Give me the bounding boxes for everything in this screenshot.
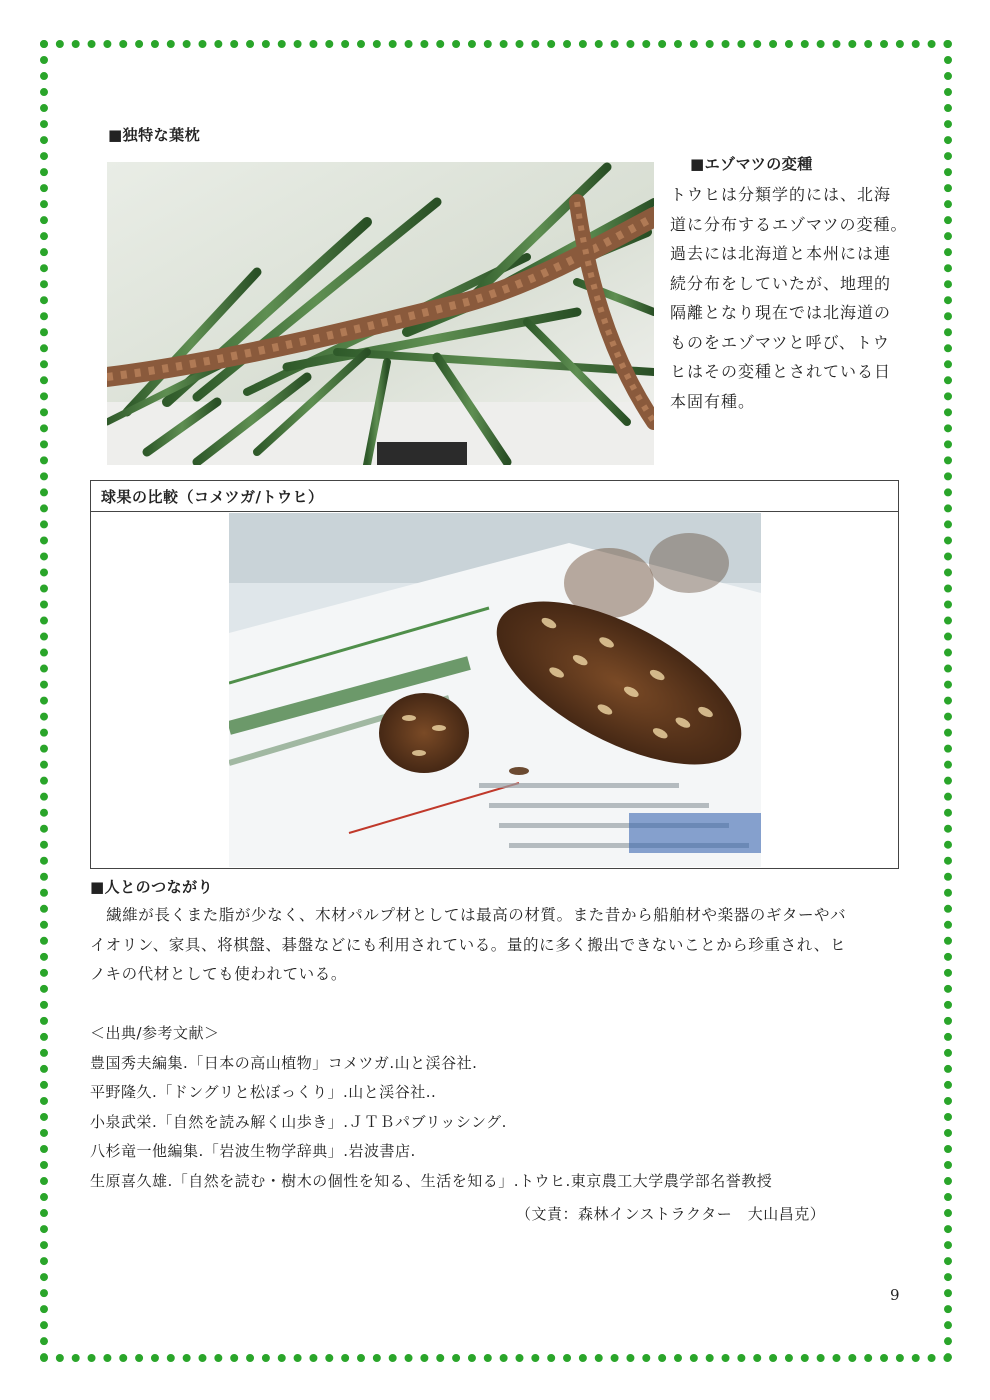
text-line: 隔離となり現在では北海道の bbox=[670, 303, 892, 322]
text-line: ヒはその変種とされている日 bbox=[670, 362, 892, 381]
reference-item: 生原喜久雄.「自然を読む・樹木の個性を知る、生活を知る」.トウヒ.東京農工大学農学部名誉教授 bbox=[90, 1171, 773, 1190]
text-line: 道に分布するエゾマツの変種。 bbox=[670, 214, 908, 234]
references-section bbox=[90, 1019, 772, 1196]
reference-item: 八杉竜一他編集.「岩波生物学辞典」.岩波書店. bbox=[90, 1142, 416, 1160]
text-line: トウヒは分類学的には、北海 bbox=[670, 185, 892, 204]
human-connection-paragraph bbox=[90, 901, 910, 990]
ezomatsu-variety-text bbox=[670, 180, 915, 416]
ezomatsu-variety-heading: ■エゾマツの変種 bbox=[690, 155, 813, 173]
cone-comparison-title: 球果の比較（コメツガ/トウヒ） bbox=[91, 481, 898, 512]
cones-photo bbox=[229, 513, 761, 867]
reference-item: 豊国秀夫編集.「日本の高山植物」コメツガ.山と渓谷社. bbox=[90, 1053, 478, 1072]
page-number: 9 bbox=[890, 1286, 900, 1304]
author-credit: （文責：森林インストラクター 大山昌克） bbox=[516, 1205, 826, 1223]
text-line: 過去には北海道と本州には連 bbox=[670, 244, 892, 263]
text-line: ものをエゾマツと呼び、トウ bbox=[670, 332, 890, 352]
references-heading: ＜出典/参考文献＞ bbox=[90, 1024, 220, 1042]
human-connection-heading: ■人とのつながり bbox=[90, 878, 214, 896]
reference-item: 小泉武栄.「自然を読み解く山歩き」.ＪＴＢパブリッシング. bbox=[90, 1112, 507, 1131]
text-line: ノキの代材としても使われている。 bbox=[90, 965, 347, 983]
text-line: 本固有種。 bbox=[670, 391, 756, 411]
text-line: イオリン、家具、将棋盤、碁盤などにも利用されている。量的に多く搬出できないことから珍重され、ヒ bbox=[90, 935, 846, 954]
spruce-twig-photo bbox=[107, 162, 654, 465]
reference-item: 平野隆久.「ドングリと松ぼっくり」.山と渓谷社.. bbox=[90, 1083, 437, 1101]
text-line: 繊維が長くまた脂が少なく、木材パルプ材としては最高の材質。また昔から船舶材や楽器のギターやバ bbox=[90, 906, 847, 924]
leaf-cushion-heading: ■独特な葉枕 bbox=[108, 126, 201, 144]
text-line: 続分布をしていたが、地理的 bbox=[670, 273, 892, 293]
